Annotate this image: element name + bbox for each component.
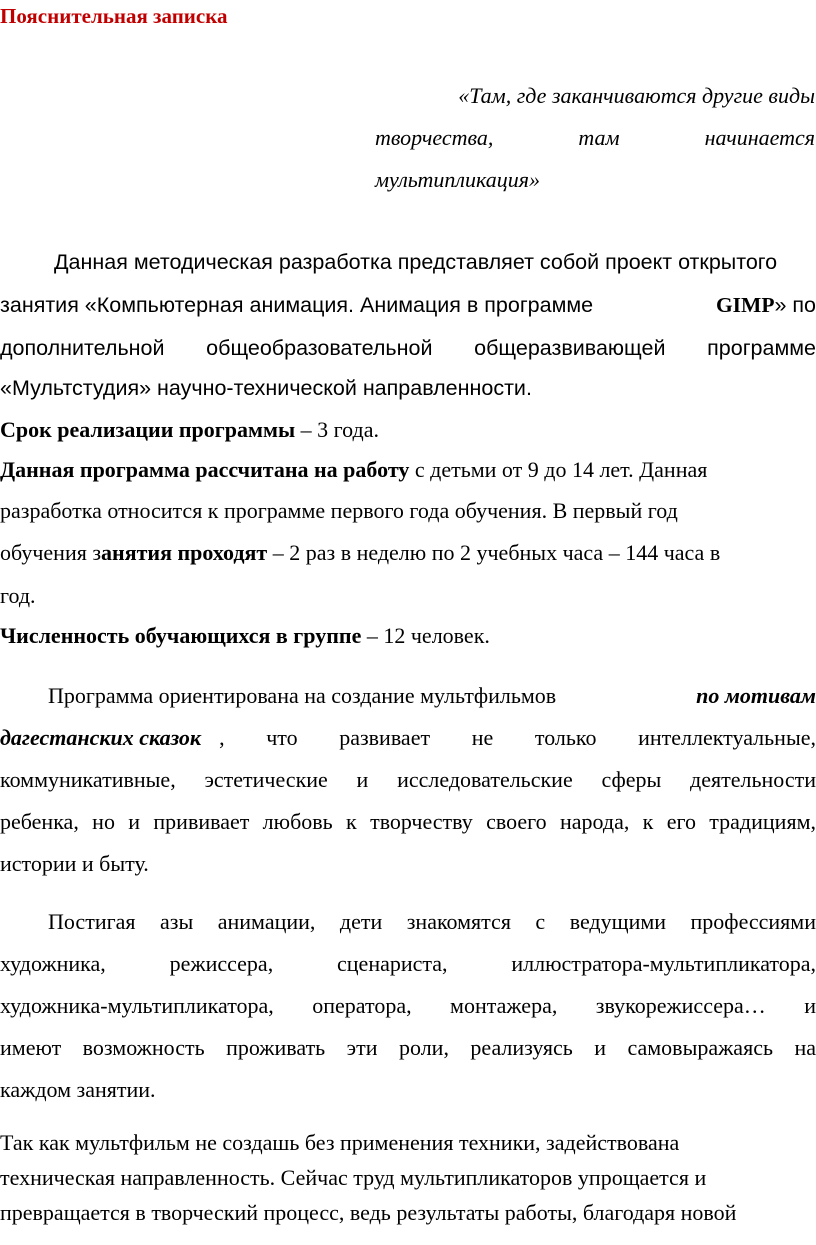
intro-word: программе <box>707 336 816 360</box>
para1-line-5: истории и быту. <box>0 851 149 876</box>
para2-line-2: художника, режиссера, сценариста, иллюстратора-мультипликатора, <box>0 951 816 976</box>
intro-text: » по <box>774 293 816 317</box>
audience-label: Данная программа рассчитана на работу <box>0 457 410 482</box>
epigraph-word: там <box>578 125 620 150</box>
audience-bold: анятия проходят <box>101 540 268 565</box>
intro-line-3 <box>0 328 816 368</box>
audience-line-1 <box>0 450 816 490</box>
audience-text: – 2 раз в неделю по 2 учебных часа – 144 часа в <box>267 540 721 565</box>
audience-line-2: разработка относится к программе первого года обучения. В первый год <box>0 498 678 523</box>
epigraph-word: творчества, <box>375 125 494 150</box>
audience-text: обучения з <box>0 540 102 565</box>
intro-word: общеобразовательной <box>206 336 433 360</box>
term-label: Срок реализации программы <box>0 417 296 442</box>
intro-line-1: Данная методическая разработка представляет собой проект открытого <box>54 250 778 274</box>
para1-line-2 <box>0 718 816 758</box>
para1-text: , что развивает не только интеллектуальные, <box>219 725 816 750</box>
para2-line-4: имеют возможность проживать эти роли, реализуясь и самовыражаясь на <box>0 1035 816 1060</box>
gimp-name: GIMP <box>715 293 775 317</box>
epigraph-line-3: мультипликация» <box>375 167 540 192</box>
intro-word: общеразвивающей <box>474 336 666 360</box>
para3-line-1: Так как мультфильм не создашь без применения техники, задействована <box>0 1130 680 1155</box>
epigraph-line-2 <box>375 118 815 158</box>
para1-text: Программа ориентирована на создание мультфильмов <box>48 683 557 708</box>
para1-line-3: коммуникативные, эстетические и исследовательские сферы деятельности <box>0 767 816 792</box>
page-title: Пояснительная записка <box>0 4 228 28</box>
intro-line-4: «Мультстудия» научно-технической направленности. <box>0 376 532 400</box>
para1-line-1 <box>0 676 816 716</box>
para2-line-5: каждом занятии. <box>0 1077 156 1102</box>
para1-emphasis: по мотивам <box>696 683 816 708</box>
program-term <box>0 410 816 450</box>
audience-text: с детьми от 9 до 14 лет. Данная <box>409 457 708 482</box>
para3-line-3: превращается в творческий процесс, ведь результаты работы, благодаря новой <box>0 1200 737 1225</box>
para1-emphasis: дагестанских сказок <box>0 725 202 750</box>
epigraph-word: начинается <box>704 125 815 150</box>
intro-line-2 <box>0 285 816 325</box>
intro-word: дополнительной <box>0 336 165 360</box>
group-label: Численность обучающихся в группе <box>0 623 362 648</box>
para3-line-2: техническая направленность. Сейчас труд мультипликаторов упрощается и <box>0 1165 707 1190</box>
group-value: – 12 человек. <box>361 623 490 648</box>
audience-line-3 <box>0 533 816 573</box>
audience-line-4: год. <box>0 583 36 608</box>
term-value: – 3 года. <box>295 417 379 442</box>
para2-line-1: Постигая азы анимации, дети знакомятся с ведущими профессиями <box>48 909 816 934</box>
intro-text: занятия «Компьютерная анимация. Анимация в программе <box>0 293 594 317</box>
epigraph-line-1: «Там, где заканчиваются другие виды <box>458 83 815 108</box>
intro-text <box>716 285 816 325</box>
para1-line-4: ребенка, но и прививает любовь к творчеству своего народа, к его традициям, <box>0 809 816 834</box>
group-size <box>0 616 816 656</box>
para2-line-3: художника-мультипликатора, оператора, монтажера, звукорежиссера… и <box>0 993 816 1018</box>
